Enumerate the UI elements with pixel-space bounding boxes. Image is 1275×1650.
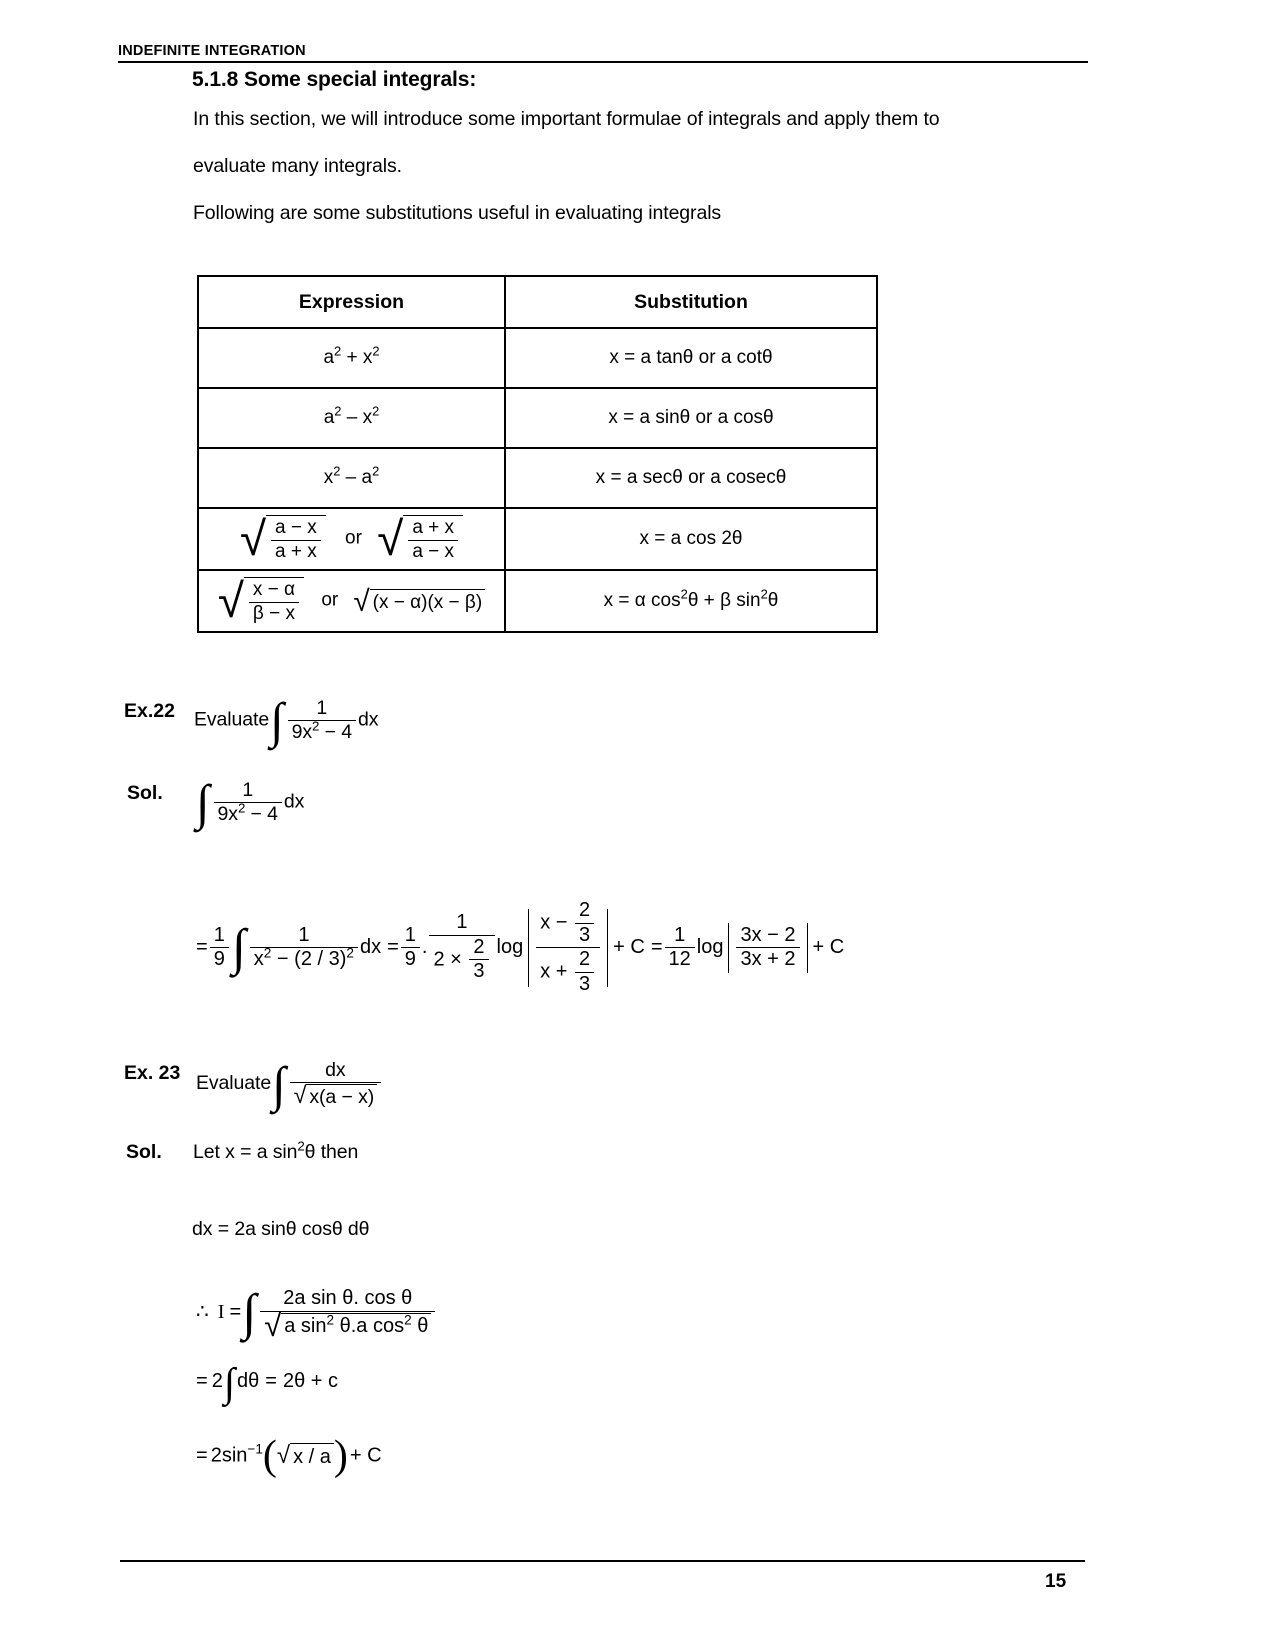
radical-icon: √ [293, 1082, 307, 1109]
expr-exp-1: 2 [333, 463, 341, 479]
sub-plus: + [698, 590, 721, 611]
cell-expression-3 [198, 448, 505, 508]
fraction-denominator: 3 [579, 972, 591, 995]
radical-icon: √ [217, 574, 244, 628]
nested-fraction [575, 900, 594, 946]
intro-paragraph-line-1: In this section, we will introduce some important formulae of integrals and apply them to [193, 108, 940, 130]
abs-bar-right [607, 909, 608, 987]
radicand [266, 515, 326, 562]
fraction-numerator: dx [290, 1060, 382, 1083]
sin-label: sin [221, 1444, 248, 1467]
cell-expression-1 [198, 328, 505, 388]
radicand: x(a − x) [306, 1084, 377, 1108]
sqrt-expression [277, 1443, 334, 1469]
table-header-row [198, 276, 877, 328]
conjunction-or: or [321, 590, 339, 612]
fraction-denominator: 9 [213, 948, 225, 971]
cell-substitution-2: x = a sinθ or a cosθ [505, 388, 877, 448]
solution-2-label: Sol. [126, 1141, 162, 1163]
radicand: (x − α)(x − β) [370, 589, 486, 614]
cell-expression-4 [198, 508, 505, 570]
den-base: x [253, 948, 264, 971]
nested-fraction [575, 949, 594, 995]
fraction [290, 1060, 382, 1108]
fraction-numerator: 1 [210, 925, 229, 949]
cell-substitution-3: x = a secθ or a cosecθ [505, 448, 877, 508]
expr-exp-2: 2 [372, 343, 380, 359]
left-paren: ( [262, 1433, 277, 1480]
equals-1: = [196, 935, 208, 958]
fraction-numerator: 1 [665, 925, 695, 949]
sin-exponent: 2 [297, 1138, 305, 1154]
column-header-substitution: Substitution [505, 276, 877, 328]
table-row [198, 328, 877, 388]
expr-base-1: a [323, 407, 335, 428]
fraction-denominator: 3x + 2 [740, 948, 796, 971]
table-row [198, 508, 877, 570]
fraction-numerator: 1 [214, 780, 282, 803]
solution-2-simplified [196, 1359, 339, 1406]
expr-exp-1: 2 [334, 343, 342, 359]
den-exp-2: 2 [404, 1311, 412, 1327]
fraction-denominator: a + x [275, 541, 317, 562]
nested-fraction [469, 937, 488, 983]
table-row [198, 570, 877, 632]
fraction-denominator: 12 [668, 948, 691, 971]
fraction-denominator [288, 718, 356, 744]
verb-evaluate: Evaluate [196, 1072, 272, 1095]
sqrt-expression [294, 1084, 378, 1108]
den-base: 9x [291, 721, 313, 744]
fraction-denominator [250, 945, 358, 971]
fraction-denominator [536, 948, 600, 995]
result: 2θ + c [282, 1370, 339, 1392]
radicand [281, 1313, 431, 1338]
fraction-numerator: 2 [575, 949, 594, 973]
radicand: x / a [290, 1443, 334, 1469]
fraction-one-twelfth [665, 925, 695, 971]
fraction-denominator [290, 1083, 382, 1108]
multiplication-dot: . [421, 935, 428, 958]
running-title: INDEFINITE INTEGRATION [118, 43, 306, 59]
equals-3: = [650, 935, 663, 958]
log-1: log [496, 935, 524, 958]
fraction-numerator: 2a sin θ. cos θ [260, 1288, 435, 1312]
expr-base-2: x [362, 407, 373, 428]
sub-sin: sin [731, 590, 761, 611]
example-22-label: Ex.22 [124, 700, 175, 722]
fraction-denominator: 3 [579, 923, 591, 946]
cell-expression-2 [198, 388, 505, 448]
sub-theta-2: θ [767, 590, 779, 611]
abs-bar-right-2 [807, 923, 808, 973]
den-exp: 2 [312, 718, 320, 734]
den-rest: − (2 / 3) [271, 948, 347, 971]
fraction [288, 698, 356, 743]
fraction-numerator: 1 [401, 925, 420, 949]
example-23-label: Ex. 23 [124, 1062, 181, 1084]
solution-2-substitution [193, 1138, 359, 1164]
expr-base-2: a [361, 467, 373, 488]
fraction-denominator [429, 936, 494, 983]
example-23-statement [196, 1056, 383, 1112]
solution-1-label: Sol. [127, 782, 163, 804]
let-lead: Let x = a sin [193, 1141, 298, 1163]
expr-exp-2: 2 [372, 403, 380, 419]
expr-exp-1: 2 [334, 403, 342, 419]
therefore-icon: ∴ [196, 1300, 209, 1323]
fraction-numerator: a − x [271, 518, 321, 541]
log-2: log [696, 935, 724, 958]
den-exp-1: 2 [326, 1311, 335, 1327]
cell-expression-5 [198, 570, 505, 632]
den-lead: a sin [284, 1314, 327, 1337]
cell-substitution-4: x = a cos 2θ [505, 508, 877, 570]
integral-icon: ∫ [223, 1359, 236, 1406]
verb-evaluate: Evaluate [194, 708, 270, 731]
radical-icon: √ [264, 1308, 282, 1344]
theta: θ [304, 1141, 316, 1163]
fraction-numerator: 1 [429, 912, 494, 936]
sub-theta-1: θ [687, 590, 699, 611]
fraction-numerator: 1 [250, 925, 358, 949]
conjunction-or: or [345, 528, 362, 550]
cell-substitution-1: x = a tanθ or a cotθ [505, 328, 877, 388]
page-number: 15 [1045, 1571, 1067, 1592]
fraction-numerator: 2 [575, 900, 594, 924]
fraction [271, 518, 321, 562]
equals: = [229, 1300, 242, 1323]
abs-bar-left [528, 909, 529, 987]
sub-beta: β [720, 590, 731, 611]
sqrt-expression [264, 1308, 431, 1344]
sqrt-expression-c [217, 574, 304, 628]
expr-base-2: x [362, 347, 373, 368]
fraction-denominator: a − x [412, 541, 455, 562]
expr-exp-2: 2 [372, 463, 380, 479]
substitutions-lead-in: Following are some substitutions useful in evaluating integrals [193, 202, 722, 224]
right-paren: ) [333, 1433, 348, 1480]
den-rest: − 4 [245, 803, 278, 826]
den-exp-2: 2 [346, 945, 354, 961]
den-rest: − 4 [319, 721, 352, 744]
coefficient-two: 2 [211, 1370, 223, 1392]
differential: dx [283, 790, 305, 813]
solution-2-final-answer [196, 1433, 382, 1480]
radicand [244, 577, 304, 624]
fraction [214, 780, 282, 825]
fraction-numerator: 1 [288, 698, 356, 721]
solution-2-differential: dx = 2a sinθ cosθ dθ [192, 1218, 370, 1240]
let-tail: then [315, 1141, 359, 1163]
intro-paragraph-line-2: evaluate many integrals. [193, 155, 402, 177]
integral-icon: ∫ [272, 1056, 286, 1112]
equals: = [196, 1444, 208, 1467]
fraction-integrand [250, 925, 358, 971]
abs-bar-left-2 [728, 923, 729, 973]
sub-alpha: α [634, 590, 646, 611]
fraction-denominator: 9 [404, 948, 416, 971]
fraction-numerator: 2 [469, 937, 488, 961]
fraction-numerator: a + x [408, 518, 458, 541]
cell-substitution-5 [505, 570, 877, 632]
fraction-numerator: 3x − 2 [736, 925, 799, 949]
fraction-denominator [260, 1308, 435, 1344]
plus-constant-1: + C [613, 935, 645, 958]
den-lead: x + [540, 960, 573, 983]
table-row [198, 388, 877, 448]
den-base: 9x [217, 803, 238, 826]
radical-icon: √ [239, 512, 267, 566]
fraction-one-ninth [210, 925, 229, 971]
sqrt-expression-a [239, 512, 326, 566]
equals-2: = [387, 935, 399, 958]
fraction-coefficient [429, 912, 494, 983]
fraction-numerator: x − α [249, 580, 299, 603]
fraction [260, 1287, 435, 1344]
header-divider [118, 61, 1088, 63]
expr-op-1: + [341, 347, 363, 368]
solution-2-integral [196, 1284, 437, 1344]
fraction-log-argument-2 [736, 925, 799, 971]
den-mid: θ.a cos [334, 1314, 405, 1337]
sub-exp-a: 2 [680, 586, 688, 602]
integral-icon: ∫ [231, 919, 246, 976]
fraction [249, 580, 299, 624]
integral-icon: ∫ [270, 693, 284, 749]
sqrt-expression-b [377, 512, 463, 566]
den-lead: 2 × [433, 948, 468, 971]
num-lead: x − [540, 911, 573, 934]
section-heading: 5.1.8 Some special integrals: [192, 68, 477, 91]
solution-1-derivation [196, 900, 844, 995]
coefficient-two: 2 [210, 1444, 222, 1467]
solution-1-expression [195, 775, 305, 831]
den-exp: 2 [263, 945, 272, 961]
example-22-statement [194, 693, 379, 749]
table-row [198, 448, 877, 508]
d-theta: dθ [237, 1370, 260, 1392]
substitutions-table [197, 275, 878, 633]
fraction-log-argument [536, 900, 600, 995]
column-header-expression: Expression [198, 276, 505, 328]
radical-icon: √ [276, 1441, 291, 1469]
page-header [118, 44, 1088, 63]
sub-exp-b: 2 [760, 586, 768, 602]
plus-constant-2: + C [812, 935, 845, 958]
sub-cos: cos [645, 590, 681, 611]
differential: dx [357, 708, 379, 731]
inverse-exponent: −1 [247, 1441, 263, 1457]
fraction-one-ninth-2 [401, 925, 420, 971]
variable-I: I [217, 1300, 225, 1323]
radicand [403, 515, 463, 562]
fraction-numerator [536, 900, 600, 948]
den-tail: θ [411, 1314, 429, 1337]
footer-divider [120, 1560, 1085, 1562]
plus-constant: + C [349, 1444, 382, 1467]
equals: = [196, 1370, 208, 1392]
fraction-denominator: 3 [473, 960, 485, 983]
sqrt-expression-d [353, 584, 486, 618]
expr-op-1: – [340, 467, 362, 488]
sub-lead: x = [603, 590, 635, 611]
den-exp: 2 [237, 800, 246, 816]
fraction-denominator: β − x [252, 603, 295, 624]
expr-op-1: – [341, 407, 363, 428]
expr-base-1: x [323, 467, 334, 488]
differential: dx [359, 935, 382, 958]
integral-icon: ∫ [242, 1284, 257, 1341]
expr-base-1: a [323, 347, 335, 368]
radical-icon: √ [377, 512, 404, 566]
fraction [408, 518, 458, 562]
integral-icon: ∫ [196, 775, 210, 831]
equals-2: = [265, 1370, 277, 1392]
fraction-denominator [214, 800, 282, 826]
radical-icon: √ [353, 584, 370, 618]
